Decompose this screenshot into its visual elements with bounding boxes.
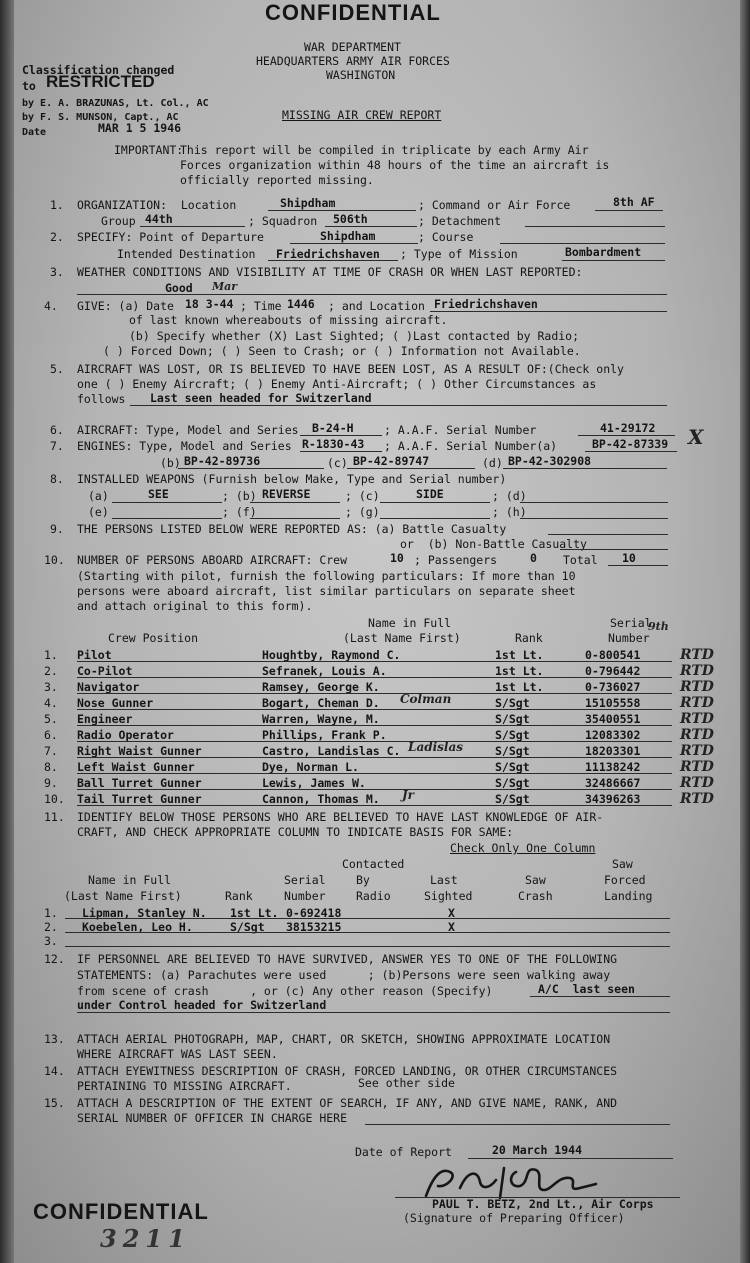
- crew-row-rank: S/Sgt: [495, 776, 530, 790]
- item8-c-label: ; (c): [345, 489, 380, 503]
- item12-line-3: from scene of crash , or (c) Any other reason (Specify): [77, 984, 493, 998]
- item7-label: ENGINES: Type, Model and Series: [77, 439, 292, 453]
- item12-number: 12.: [44, 952, 65, 966]
- item1-label: ORGANIZATION: Location: [77, 198, 237, 212]
- crew-row-name: Dye, Norman L.: [262, 760, 359, 774]
- crew-row-serial: 0-796442: [585, 664, 641, 678]
- crew-row-position: Engineer: [77, 712, 133, 726]
- crew-row-serial: 12083302: [585, 728, 641, 742]
- item9-number: 9.: [50, 522, 64, 536]
- item8-b-label: ; (b): [222, 489, 257, 503]
- lk-h-forced-1: Saw: [612, 857, 633, 871]
- item2-label: SPECIFY: Point of Departure: [77, 230, 264, 244]
- item7-c-label: (c): [327, 456, 348, 470]
- crew-row-note: RTD: [680, 695, 714, 711]
- crew-row-underline: [77, 725, 672, 726]
- item15-line-1: ATTACH A DESCRIPTION OF THE EXTENT OF SEARCH, IF ANY, AND GIVE NAME, RANK, AND: [77, 1096, 618, 1110]
- item4-number: 4.: [44, 299, 58, 313]
- confidential-stamp-top: CONFIDENTIAL: [265, 0, 441, 25]
- crew-row-underline: [77, 661, 672, 662]
- item2-course-label: ; Course: [418, 230, 474, 244]
- crew-row-underline: [77, 773, 672, 774]
- lk-h-serial-2: Number: [284, 889, 326, 903]
- crew-row-number: 2.: [44, 664, 58, 678]
- class-line-3: by E. A. BRAZUNAS, Lt. Col., AC: [22, 98, 209, 109]
- lk-row-name: Koebelen, Leo H.: [82, 920, 193, 934]
- crew-row-name: Houghtby, Raymond C.: [262, 648, 401, 662]
- crew-row-underline: [77, 677, 672, 678]
- important-label: IMPORTANT:: [114, 143, 184, 157]
- crew-row-number: 9.: [44, 776, 58, 790]
- lk-h-contacted-3: Radio: [356, 889, 391, 903]
- item6-type: B-24-H: [312, 421, 354, 435]
- crew-row-serial: 11138242: [585, 760, 641, 774]
- lk-h-contacted-2: By: [356, 873, 370, 887]
- crew-row-name: Sefranek, Louis A.: [262, 664, 387, 678]
- item3-label: WEATHER CONDITIONS AND VISIBILITY AT TIME OF CRASH OR WHEN LAST REPORTED:: [77, 265, 583, 279]
- item7-d-label: (d): [482, 456, 503, 470]
- item5-circumstance: Last seen headed for Switzerland: [150, 391, 372, 405]
- item8-a: SEE: [148, 487, 169, 501]
- lk-row-underline: [65, 946, 670, 947]
- crew-row-underline: [77, 741, 672, 742]
- item4-location: Friedrichshaven: [434, 297, 538, 311]
- crew-row-note: RTD: [680, 663, 714, 679]
- crew-h-name-2: (Last Name First): [343, 631, 461, 645]
- item8-c: SIDE: [416, 487, 444, 501]
- lk-h-contacted-1: Contacted: [342, 857, 405, 871]
- crew-row-note: RTD: [680, 647, 714, 663]
- crew-row-number: 10.: [44, 792, 65, 806]
- item1-command: 8th AF: [613, 195, 655, 209]
- crew-h-serial-1: Serial: [610, 616, 652, 630]
- crew-row-position: Ball Turret Gunner: [77, 776, 202, 790]
- lk-row-number: 2.: [44, 920, 58, 934]
- crew-row-serial: 18203301: [585, 744, 641, 758]
- item8-b: REVERSE: [262, 487, 311, 501]
- item12-value-2: under Control headed for Switzerland: [77, 998, 327, 1012]
- crew-row-rank: S/Sgt: [495, 760, 530, 774]
- item2-destination: Friedrichshaven: [276, 247, 380, 261]
- crew-row-name: Ramsey, George K.: [262, 680, 380, 694]
- crew-row-name: Warren, Wayne, M.: [262, 712, 380, 726]
- item8-a-label: (a): [88, 489, 109, 503]
- item12-value-1: A/C last seen: [538, 982, 635, 996]
- crew-row-serial: 0-800541: [585, 648, 641, 662]
- item13-line-1: ATTACH AERIAL PHOTOGRAPH, MAP, CHART, OR SKETCH, SHOWING APPROXIMATE LOCATION: [77, 1032, 611, 1046]
- crew-row-position: Nose Gunner: [77, 696, 154, 710]
- item1-squadron-label: ; Squadron: [248, 214, 318, 228]
- crew-h-rank: Rank: [515, 631, 543, 645]
- item7-type: R-1830-43: [302, 437, 365, 451]
- item8-f-label: ; (f): [222, 505, 257, 519]
- lk-h-saw-2: Crash: [518, 889, 553, 903]
- item1-squadron: 506th: [333, 212, 368, 226]
- item14-line-2: PERTAINING TO MISSING AIRCRAFT.: [77, 1079, 292, 1093]
- item11-number: 11.: [44, 810, 65, 824]
- item3-number: 3.: [50, 265, 64, 279]
- item7-engine-d: BP-42-302908: [508, 454, 592, 468]
- item10-line-3: persons were aboard aircraft, list similar particulars on separate sheet: [77, 584, 576, 598]
- crew-h-name-1: Name in Full: [368, 616, 452, 630]
- lk-row-name: Lipman, Stanley N.: [82, 906, 207, 920]
- hw-x-mark: X: [688, 425, 704, 449]
- crew-row-number: 1.: [44, 648, 58, 662]
- dept-line-3: WASHINGTON: [326, 68, 396, 82]
- crew-row-note: RTD: [680, 711, 714, 727]
- lk-row-mark: X: [448, 906, 455, 920]
- crew-row-name: Phillips, Frank P.: [262, 728, 387, 742]
- class-date: MAR 1 5 1946: [98, 121, 182, 135]
- item4-loc-label: ; and Location: [328, 299, 425, 313]
- important-line-1: This report will be compiled in triplicate by each Army Air: [180, 143, 589, 157]
- item1-group-label: Group: [101, 214, 136, 228]
- lk-row-serial: 0-692418: [286, 906, 342, 920]
- report-title: MISSING AIR CREW REPORT: [282, 108, 442, 122]
- item9-or-b: or (b) Non-Battle Casualty: [400, 537, 587, 551]
- crew-row-name: Castro, Landislas C.: [262, 744, 401, 758]
- item7-b-label: (b): [160, 456, 181, 470]
- crew-row-rank: 1st Lt.: [495, 664, 544, 678]
- crew-row-note: RTD: [680, 791, 714, 807]
- date-of-report: 20 March 1944: [492, 1143, 583, 1157]
- item8-d-label: ; (d): [492, 489, 527, 503]
- item4-line-2: of last known whereabouts of missing aircraft.: [129, 313, 448, 327]
- crew-row-rank: 1st Lt.: [495, 680, 544, 694]
- crew-row-underline: [77, 789, 672, 790]
- important-line-3: officially reported missing.: [180, 173, 374, 187]
- crew-row-rank: S/Sgt: [495, 792, 530, 806]
- crew-row-serial: 34396263: [585, 792, 641, 806]
- item7-engine-a: BP-42-87339: [592, 437, 669, 451]
- item3-weather: Good: [165, 281, 193, 295]
- item1-group: 44th: [145, 212, 173, 226]
- crew-row-note: RTD: [680, 743, 714, 759]
- hw-cannon: Jr: [402, 788, 414, 802]
- item1-detachment-label: ; Detachment: [418, 214, 502, 228]
- item2-dest-label: Intended Destination: [117, 247, 256, 261]
- crew-h-serial-2: Number: [608, 631, 650, 645]
- item4-line-4: ( ) Forced Down; ( ) Seen to Crash; or ( ) Information not Available.: [103, 344, 581, 358]
- item15-line-2: SERIAL NUMBER OF OFFICER IN CHARGE HERE: [77, 1111, 348, 1125]
- item7-engine-c: BP-42-89747: [353, 454, 430, 468]
- crew-row-number: 6.: [44, 728, 58, 742]
- item5-number: 5.: [50, 362, 64, 376]
- crew-row-name: Bogart, Cheman D.: [262, 696, 380, 710]
- item8-g-label: ; (g): [345, 505, 380, 519]
- lk-h-forced-2: Forced: [604, 873, 646, 887]
- item14-see-other: See other side: [358, 1076, 455, 1090]
- item7-serial-label: ; A.A.F. Serial Number(a): [384, 439, 558, 453]
- crew-row-number: 8.: [44, 760, 58, 774]
- item8-number: 8.: [50, 472, 64, 486]
- item11-check-only: Check Only One Column: [450, 841, 596, 855]
- item1-location: Shipdham: [280, 196, 336, 210]
- crew-row-underline: [77, 709, 672, 710]
- class-line-4: by F. S. MUNSON, Capt., AC: [22, 112, 179, 123]
- scan-edge-right: [740, 0, 750, 1263]
- lk-h-name-1: Name in Full: [88, 873, 172, 887]
- bottom-number: 3211: [100, 1224, 191, 1253]
- item15-number: 15.: [44, 1096, 65, 1110]
- item6-serial: 41-29172: [600, 421, 656, 435]
- crew-row-position: Tail Turret Gunner: [77, 792, 202, 806]
- signer-name: PAUL T. BETZ, 2nd Lt., Air Corps: [432, 1197, 654, 1211]
- lk-h-forced-3: Landing: [604, 889, 653, 903]
- item4-time-label: ; Time: [240, 299, 282, 313]
- item10-passengers-label: ; Passengers: [414, 553, 498, 567]
- class-restricted: RESTRICTED: [46, 72, 155, 91]
- item8-h-label: ; (h): [492, 505, 527, 519]
- signature-caption: (Signature of Preparing Officer): [403, 1211, 625, 1225]
- item11-line-1: IDENTIFY BELOW THOSE PERSONS WHO ARE BELIEVED TO HAVE LAST KNOWLEDGE OF AIR-: [77, 810, 604, 824]
- important-line-2: Forces organization within 48 hours of the time an aircraft is: [180, 158, 610, 172]
- item1-number: 1.: [50, 198, 64, 212]
- crew-row-name: Cannon, Thomas M.: [262, 792, 380, 806]
- item7-engine-b: BP-42-89736: [184, 454, 261, 468]
- item10-line-4: and attach original to this form).: [77, 599, 313, 613]
- crew-row-serial: 15105558: [585, 696, 641, 710]
- crew-h-position: Crew Position: [108, 631, 199, 645]
- item7-number: 7.: [50, 439, 64, 453]
- item2-mission: Bombardment: [565, 245, 642, 259]
- date-of-report-label: Date of Report: [355, 1145, 452, 1159]
- item2-mission-label: ; Type of Mission: [400, 247, 518, 261]
- lk-row-underline: [65, 932, 670, 933]
- crew-row-note: RTD: [680, 679, 714, 695]
- scan-edge-left: [0, 0, 14, 1263]
- lk-row-rank: 1st Lt.: [230, 906, 279, 920]
- crew-row-serial: 0-736027: [585, 680, 641, 694]
- crew-row-name: Lewis, James W.: [262, 776, 366, 790]
- item10-number: 10.: [44, 553, 65, 567]
- crew-row-position: Co-Pilot: [77, 664, 133, 678]
- lk-row-serial: 38153215: [286, 920, 342, 934]
- dept-line-2: HEADQUARTERS ARMY AIR FORCES: [256, 54, 450, 68]
- item6-label: AIRCRAFT: Type, Model and Series: [77, 423, 299, 437]
- confidential-stamp-bottom: CONFIDENTIAL: [33, 1199, 209, 1224]
- lk-row-rank: S/Sgt: [230, 920, 265, 934]
- item1-command-label: ; Command or Air Force: [418, 198, 571, 212]
- item6-serial-label: ; A.A.F. Serial Number: [384, 423, 537, 437]
- crew-row-serial: 35400551: [585, 712, 641, 726]
- dept-line-1: WAR DEPARTMENT: [304, 40, 401, 54]
- item4-time: 1446: [287, 297, 315, 311]
- crew-row-rank: S/Sgt: [495, 744, 530, 758]
- lk-row-mark: X: [448, 920, 455, 934]
- crew-row-rank: S/Sgt: [495, 712, 530, 726]
- crew-row-underline: [77, 757, 672, 758]
- crew-row-number: 3.: [44, 680, 58, 694]
- lk-h-last-1: Last: [430, 873, 458, 887]
- class-line-5-prefix: Date: [22, 127, 47, 138]
- item4-date-hw: Mar: [212, 280, 238, 293]
- item14-line-1: ATTACH EYEWITNESS DESCRIPTION OF CRASH, FORCED LANDING, OR OTHER CIRCUMSTANCES: [77, 1064, 618, 1078]
- crew-row-position: Radio Operator: [77, 728, 174, 742]
- crew-row-number: 4.: [44, 696, 58, 710]
- lk-h-name-2: (Last Name First): [64, 889, 182, 903]
- lk-row-number: 3.: [44, 934, 58, 948]
- crew-row-serial: 32486667: [585, 776, 641, 790]
- item5-line-2: one ( ) Enemy Aircraft; ( ) Enemy Anti-Aircraft; ( ) Other Circumstances as: [77, 377, 597, 391]
- crew-row-note: RTD: [680, 775, 714, 791]
- item13-number: 13.: [44, 1032, 65, 1046]
- hw-bogart: Colman: [400, 692, 452, 706]
- item5-line-3-prefix: follows: [77, 392, 126, 406]
- item9-label: THE PERSONS LISTED BELOW WERE REPORTED AS: (a) Battle Casualty: [77, 522, 507, 536]
- item10-total-label: Total: [563, 553, 598, 567]
- item11-line-2: CRAFT, AND CHECK APPROPRIATE COLUMN TO INDICATE BASIS FOR SAME:: [77, 825, 514, 839]
- crew-row-position: Navigator: [77, 680, 140, 694]
- item4-line-3: (b) Specify whether (X) Last Sighted; ( )Last contacted by Radio;: [129, 329, 580, 343]
- crew-row-underline: [77, 805, 672, 806]
- crew-row-note: RTD: [680, 759, 714, 775]
- lk-h-serial-1: Serial: [284, 873, 326, 887]
- item14-number: 14.: [44, 1064, 65, 1078]
- crew-row-rank: S/Sgt: [495, 696, 530, 710]
- class-line-2-prefix: to: [22, 79, 36, 93]
- lk-h-last-2: Sighted: [424, 889, 473, 903]
- item10-passengers: 0: [530, 551, 537, 565]
- item10-line-2: (Starting with pilot, furnish the following particulars: If more than 10: [77, 569, 576, 583]
- lk-h-saw-1: Saw: [525, 873, 546, 887]
- crew-row-number: 5.: [44, 712, 58, 726]
- item6-number: 6.: [50, 423, 64, 437]
- item13-line-2: WHERE AIRCRAFT WAS LAST SEEN.: [77, 1047, 278, 1061]
- lk-h-rank: Rank: [225, 889, 253, 903]
- class-line-1: Classification changed: [22, 63, 175, 77]
- crew-row-underline: [77, 693, 672, 694]
- hw-pilot-top: 9th: [648, 620, 669, 633]
- crew-row-rank: 1st Lt.: [495, 648, 544, 662]
- item10-total: 10: [622, 551, 636, 565]
- item5-line-1: AIRCRAFT WAS LOST, OR IS BELIEVED TO HAVE BEEN LOST, AS A RESULT OF:(Check only: [77, 362, 624, 376]
- hw-castro: Ladislas: [408, 740, 464, 754]
- item8-label: INSTALLED WEAPONS (Furnish below Make, Type and Serial number): [77, 472, 507, 486]
- item4-label-a: GIVE: (a) Date: [77, 299, 174, 313]
- lk-row-underline: [65, 918, 670, 919]
- crew-row-position: Right Waist Gunner: [77, 744, 202, 758]
- crew-row-position: Left Waist Gunner: [77, 760, 195, 774]
- item8-e-label: (e): [88, 505, 109, 519]
- item12-line-1: IF PERSONNEL ARE BELIEVED TO HAVE SURVIVED, ANSWER YES TO ONE OF THE FOLLOWING: [77, 952, 618, 966]
- item10-crew: 10: [390, 551, 404, 565]
- item2-number: 2.: [50, 230, 64, 244]
- crew-row-position: Pilot: [77, 648, 112, 662]
- crew-row-rank: S/Sgt: [495, 728, 530, 742]
- crew-row-note: RTD: [680, 727, 714, 743]
- item2-departure: Shipdham: [320, 229, 376, 243]
- item4-date: 18 3-44: [185, 297, 234, 311]
- item12-line-2: STATEMENTS: (a) Parachutes were used ; (b)Persons were seen walking away: [77, 968, 611, 982]
- item10-label: NUMBER OF PERSONS ABOARD AIRCRAFT: Crew: [77, 553, 348, 567]
- crew-row-number: 7.: [44, 744, 58, 758]
- lk-row-number: 1.: [44, 906, 58, 920]
